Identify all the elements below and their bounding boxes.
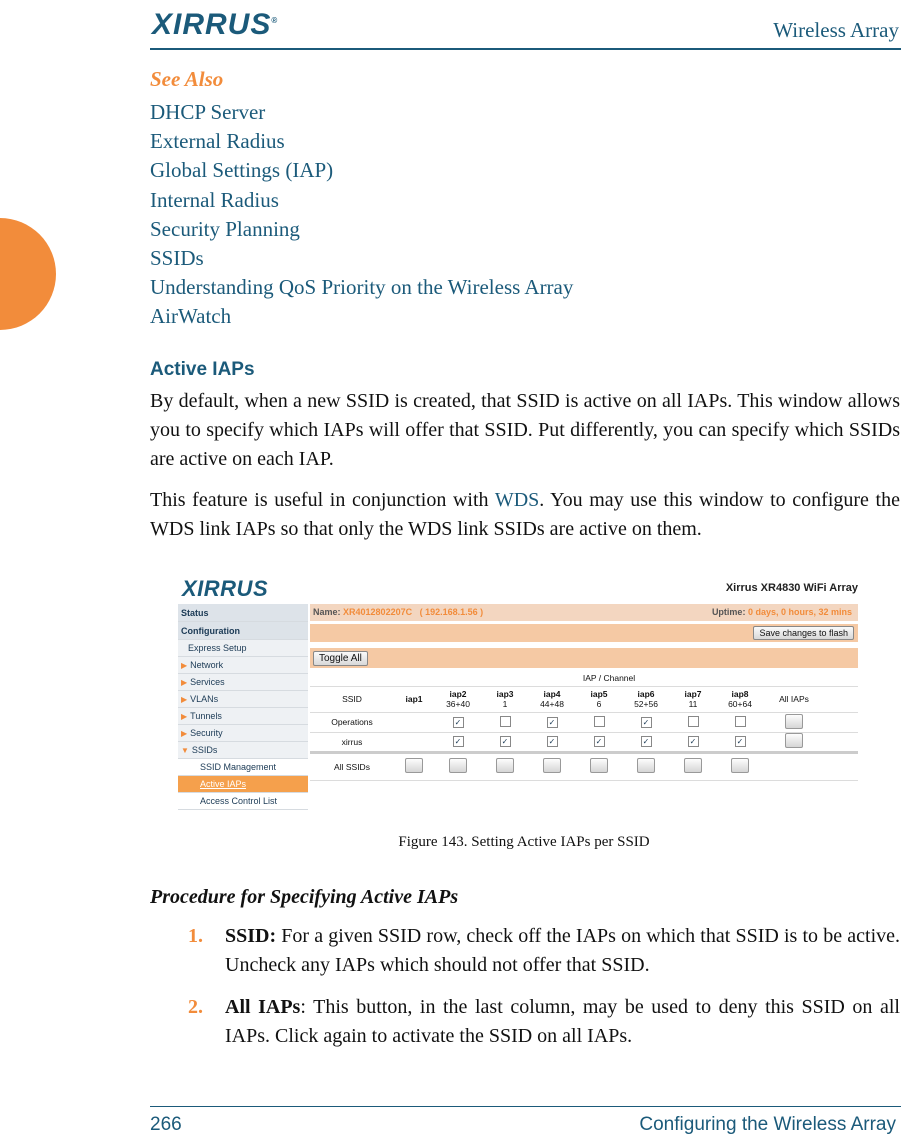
page-number: 266 (150, 1114, 182, 1135)
ip-address: ( 192.168.1.56 ) (419, 607, 484, 617)
iap-name: iap3 (496, 689, 514, 699)
iap-header (434, 686, 482, 712)
toggle-all-button[interactable]: Toggle All (313, 651, 368, 666)
header-rule (150, 48, 901, 50)
ssid-column-header: SSID (310, 686, 394, 712)
all-ssids-label: All SSIDs (310, 752, 394, 780)
paragraph-1: By default, when a new SSID is created, that SSID is active on all IAPs. This window allows you to specify which IAPs will offer that SSID. Put differently, you can specify which SSIDs are active on each IAP. (150, 390, 900, 470)
iap-header (394, 686, 434, 712)
all-iaps-button[interactable] (785, 733, 803, 748)
iap-header (576, 686, 622, 712)
name-value: XR4012802207C (343, 607, 413, 617)
see-also-link[interactable]: Internal Radius (150, 187, 279, 212)
paragraph-2 (150, 486, 900, 544)
active-iaps-table (310, 670, 858, 781)
ssid-name: Operations (310, 712, 394, 732)
iap-header (716, 686, 764, 712)
iap-name: iap2 (449, 689, 467, 699)
chapter-tab (0, 218, 56, 330)
name-label: Name: (313, 607, 341, 617)
iap-channel: 1 (502, 699, 508, 709)
iap-checkbox[interactable]: ✓ (453, 736, 464, 747)
caret-right-icon: ▶ (181, 712, 188, 721)
see-also-link[interactable]: Security Planning (150, 216, 300, 241)
wds-link[interactable]: WDS (494, 489, 540, 511)
all-ssids-button[interactable] (731, 758, 749, 773)
uptime (712, 607, 852, 617)
step-body (225, 993, 900, 1051)
running-head: Wireless Array (773, 18, 899, 42)
all-ssids-button[interactable] (405, 758, 423, 773)
procedure-step (188, 993, 900, 1051)
iap-name: iap4 (543, 689, 561, 699)
nav-label: Tunnels (190, 711, 222, 721)
uptime-value: 0 days, 0 hours, 32 mins (747, 607, 852, 617)
status-bar (310, 604, 858, 621)
all-iaps-button[interactable] (785, 714, 803, 729)
iap-channel: 6 (596, 699, 602, 709)
iap-header (622, 686, 670, 712)
see-also-heading: See Also (150, 67, 224, 91)
nav-configuration[interactable]: Configuration (178, 622, 308, 640)
nav-ssids[interactable] (178, 742, 308, 759)
all-ssids-button[interactable] (590, 758, 608, 773)
section-heading: Active IAPs (150, 359, 255, 380)
iap-checkbox[interactable] (500, 716, 511, 727)
caret-right-icon: ▶ (181, 695, 188, 704)
procedure-step (188, 922, 900, 980)
step-text: : This button, in the last column, may be used to deny this SSID on all IAPs. Click again to activate the SSID on all IAPs. (225, 996, 900, 1047)
all-ssids-button[interactable] (637, 758, 655, 773)
uptime-label: Uptime: (711, 607, 746, 617)
nav-access-control-list[interactable]: Access Control List (178, 793, 308, 810)
all-ssids-button[interactable] (684, 758, 702, 773)
iap-checkbox[interactable] (594, 716, 605, 727)
nav-label: Security (190, 728, 223, 738)
step-term: All IAPs (225, 996, 301, 1018)
procedure-heading: Procedure for Specifying Active IAPs (150, 886, 459, 908)
toggle-bar (310, 648, 858, 668)
step-body (225, 922, 900, 980)
caret-right-icon: ▶ (181, 661, 188, 670)
all-ssids-button[interactable] (543, 758, 561, 773)
step-term: SSID: (225, 925, 277, 947)
all-ssids-button[interactable] (449, 758, 467, 773)
array-model: Xirrus XR4830 WiFi Array (725, 582, 858, 594)
iap-name: iap8 (731, 689, 749, 699)
iap-header (482, 686, 528, 712)
iap-channel: 60+64 (728, 699, 752, 709)
nav-status[interactable]: Status (178, 604, 308, 622)
caret-right-icon: ▶ (181, 678, 188, 687)
iap-checkbox[interactable]: ✓ (735, 736, 746, 747)
iap-channel: 11 (688, 699, 698, 709)
iap-name: iap7 (684, 689, 702, 699)
nav-services[interactable] (178, 674, 308, 691)
iap-checkbox[interactable]: ✓ (641, 717, 652, 728)
iap-checkbox[interactable]: ✓ (547, 717, 558, 728)
see-also-list (150, 98, 573, 332)
nav-ssid-management[interactable]: SSID Management (178, 759, 308, 776)
iap-channel: 36+40 (446, 699, 470, 709)
iap-name: iap6 (637, 689, 655, 699)
iap-checkbox[interactable] (688, 716, 699, 727)
footer-title: Configuring the Wireless Array (639, 1114, 896, 1135)
table-row (310, 732, 858, 752)
step-text: For a given SSID row, check off the IAPs on which that SSID is to be active. Uncheck any IAPs which should not offer that SSID. (225, 925, 900, 976)
save-to-flash-button[interactable]: Save changes to flash (753, 626, 854, 640)
nav-active-iaps[interactable]: Active IAPs (178, 776, 308, 793)
nav-vlans[interactable] (178, 691, 308, 708)
iap-checkbox[interactable]: ✓ (688, 736, 699, 747)
xirrus-logo: XIRRUS® (152, 8, 279, 41)
iap-checkbox[interactable]: ✓ (641, 736, 652, 747)
see-also-link[interactable]: Understanding QoS Priority on the Wireless Array (150, 275, 574, 300)
caret-right-icon: ▶ (181, 729, 188, 738)
nav-label: SSIDs (191, 745, 218, 755)
sidebar-nav (178, 604, 308, 810)
footer-rule (150, 1106, 901, 1107)
step-number: 1. (188, 925, 203, 947)
active-iaps-screenshot (178, 572, 858, 817)
table-row (310, 712, 858, 732)
iap-checkbox[interactable]: ✓ (594, 736, 605, 747)
iap-checkbox[interactable]: ✓ (547, 736, 558, 747)
see-also-link[interactable]: SSIDs (150, 245, 204, 270)
nav-network[interactable] (178, 657, 308, 674)
see-also-link[interactable]: External Radius (150, 129, 285, 154)
iap-name: iap5 (590, 689, 608, 699)
iap-channel: 52+56 (634, 699, 658, 709)
see-also-link[interactable]: Global Settings (IAP) (150, 158, 334, 183)
iap-channel: 44+48 (540, 699, 564, 709)
iap-header (528, 686, 576, 712)
figure-logo: XIRRUS (182, 576, 269, 601)
nav-label: VLANs (190, 694, 219, 704)
iap-name: iap1 (405, 694, 423, 704)
save-bar (310, 624, 858, 642)
paragraph-text: . You may use this window to configure the WDS link IAPs so that only the WDS link SSIDs are active on them. (150, 489, 900, 540)
nav-label: Network (190, 660, 224, 670)
all-iaps-column-header: All IAPs (764, 686, 824, 712)
all-ssids-row (310, 752, 858, 780)
nav-express-setup[interactable]: Express Setup (178, 640, 308, 657)
iap-header (670, 686, 716, 712)
paragraph-text: This feature is useful in conjunction with (150, 489, 495, 511)
ssid-name: xirrus (310, 732, 394, 752)
step-number: 2. (188, 996, 203, 1018)
iap-checkbox[interactable] (735, 716, 746, 727)
all-ssids-button[interactable] (496, 758, 514, 773)
iap-checkbox[interactable]: ✓ (500, 736, 511, 747)
see-also-link[interactable]: AirWatch (150, 304, 232, 329)
caret-down-icon: ▼ (181, 746, 189, 755)
nav-label: Services (190, 677, 225, 687)
array-name (313, 607, 483, 617)
figure-caption: Figure 143. Setting Active IAPs per SSID (398, 834, 650, 850)
iap-checkbox[interactable]: ✓ (453, 717, 464, 728)
iap-channel-header: IAP / Channel (394, 670, 824, 686)
nav-security[interactable] (178, 725, 308, 742)
see-also-link[interactable]: DHCP Server (150, 100, 266, 124)
nav-tunnels[interactable] (178, 708, 308, 725)
